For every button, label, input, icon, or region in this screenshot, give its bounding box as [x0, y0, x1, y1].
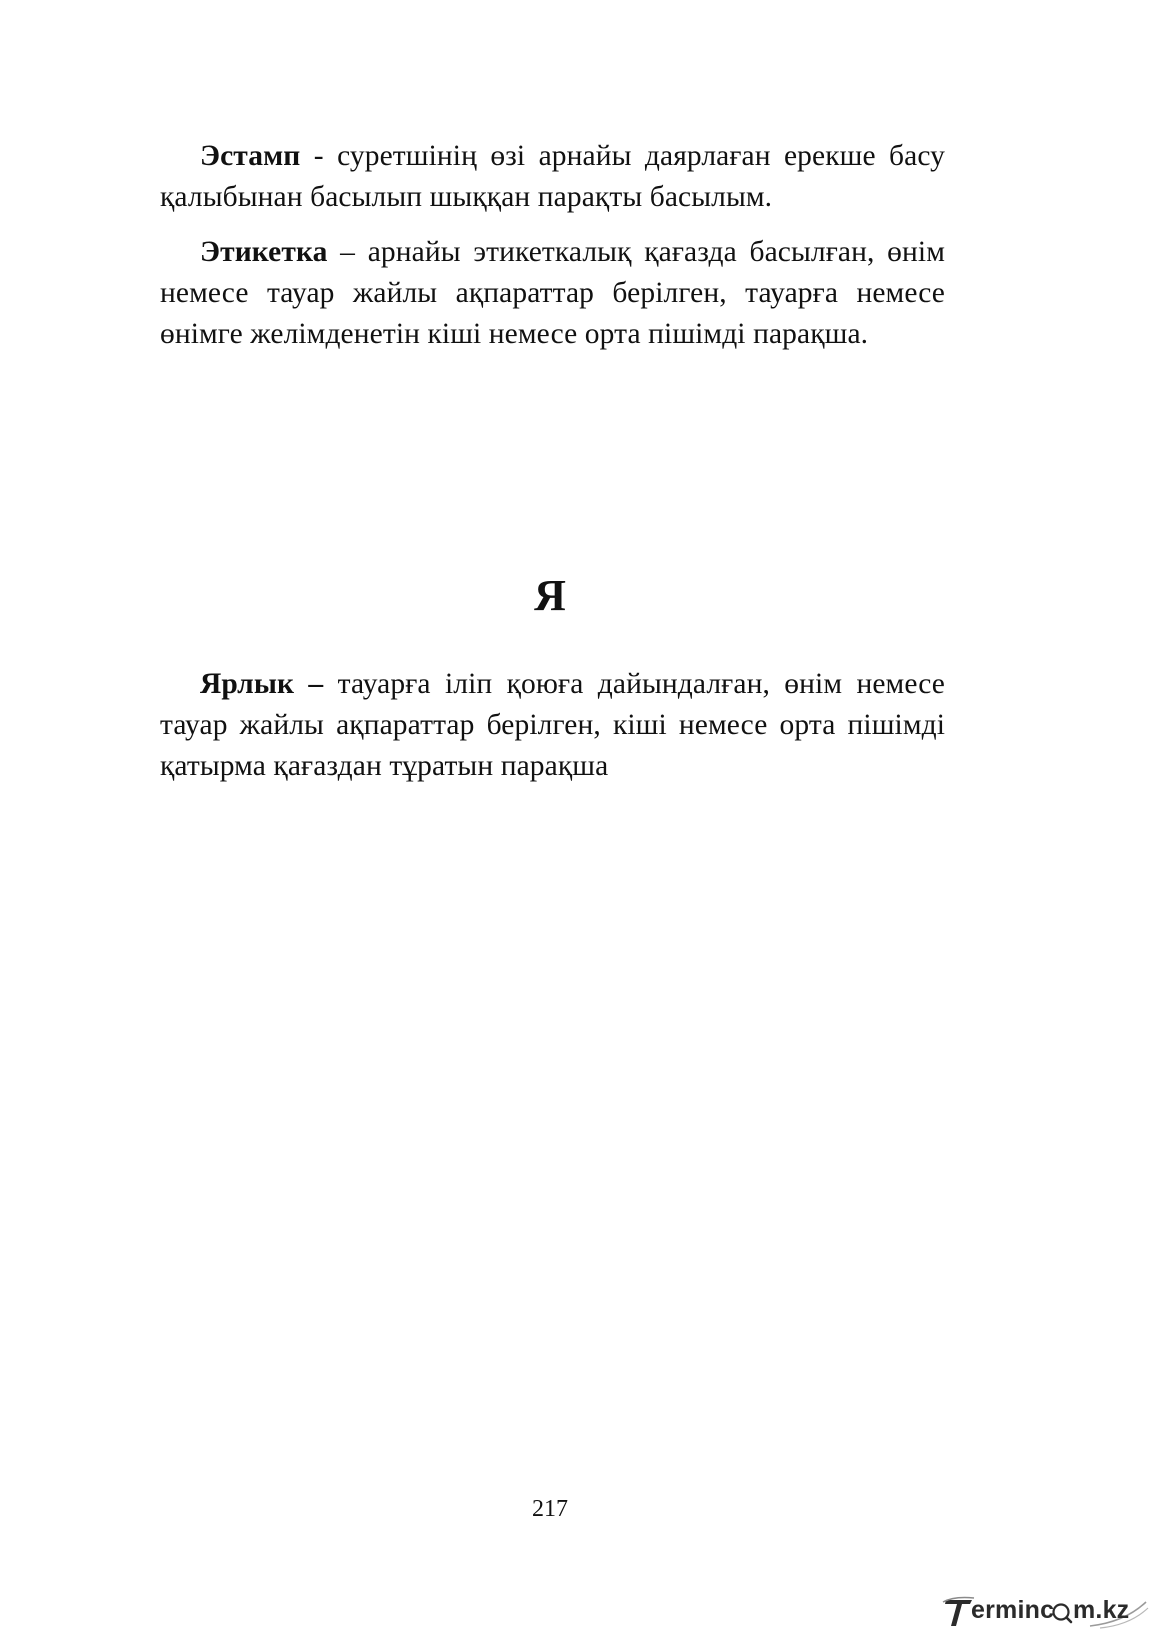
entry-term: Ярлык –	[200, 668, 324, 700]
entry-term: Этикетка	[200, 236, 328, 268]
glossary-entry-etiketka	[160, 232, 945, 355]
entry-definition: суретшінің өзі арнайы даярлаған ерекше басу қалыбынан басылып шыққан парақты басылым.	[160, 140, 945, 213]
entry-separator	[323, 668, 337, 700]
entry-term: Эстамп	[200, 140, 301, 172]
section-letter-heading: Я	[534, 571, 566, 620]
entry-separator: –	[327, 236, 368, 268]
page-number: 217	[532, 1496, 568, 1522]
entry-separator: -	[300, 140, 338, 172]
entry-definition: тауарға іліп қоюға дайындалған, өнім немесе тауар жайлы ақпараттар берілген, кіші немесе орта пішімді қатырма қағаздан тұратын парақша	[160, 668, 945, 782]
glossary-entry-yarlyk	[160, 664, 945, 787]
entry-definition: арнайы этикеткалық қағазда басылған, өнім немесе тауар жайлы ақпараттар берілген, тауарға немесе өнімге желімденетін кіші немесе орта пішімді парақша.	[160, 236, 945, 350]
watermark-text-tail: m.kz	[1073, 1596, 1130, 1624]
glossary-entry-estamp	[160, 136, 945, 218]
watermark-text-part: erminc	[971, 1596, 1055, 1624]
termincom-watermark-logo	[940, 1592, 1150, 1632]
